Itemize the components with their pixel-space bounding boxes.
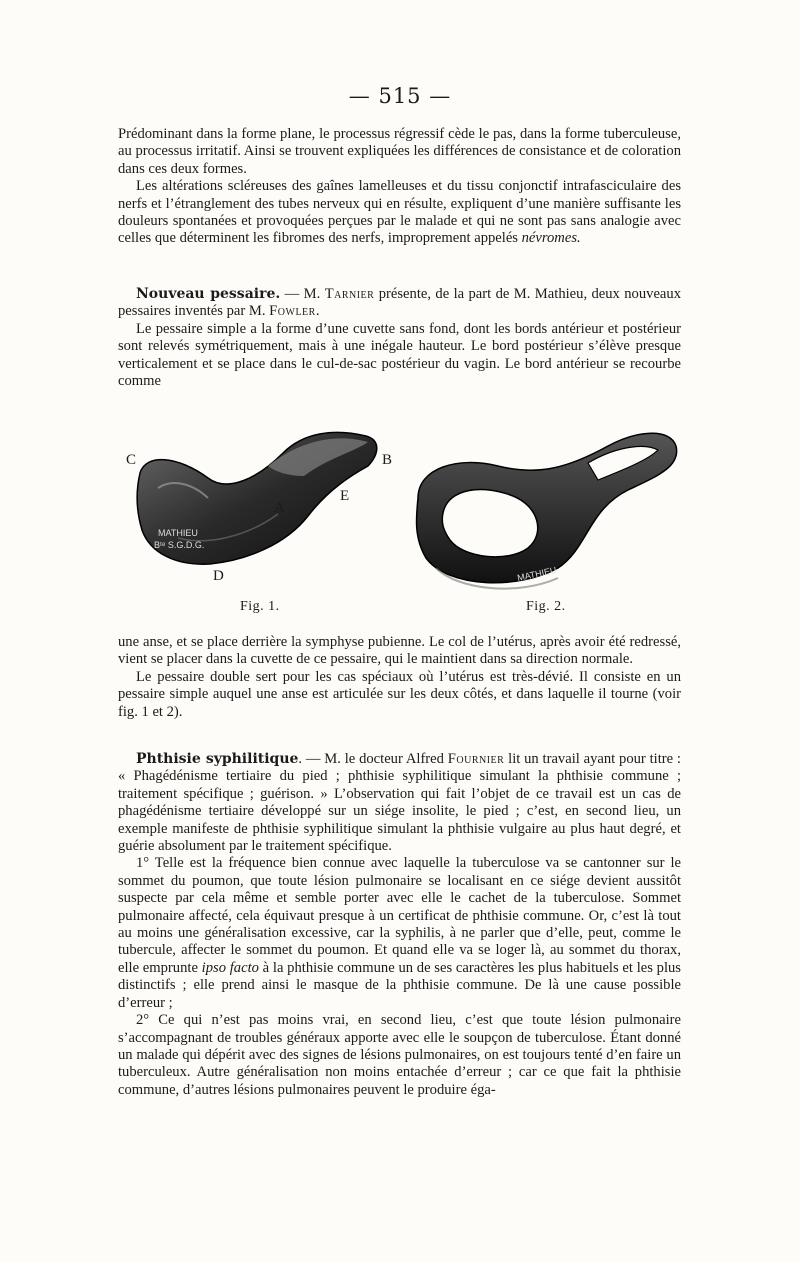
paragraph-text: Les altérations scléreuses des gaînes lamelleuses et du tissu conjonctif intrafasciculaire des nerfs et l’étranglement des tubes nerveux qui en résulte, expliquent d’une manière suffisante les douleurs spontanées et provoquées perçues par le malade et qui ne sont pas sans analogie avec celles que déterminent les fibromes des nerfs, improprement appelés — [118, 178, 681, 247]
paragraph — [118, 855, 681, 1012]
inline-text: . — [315, 303, 320, 320]
italic-term: ipso facto — [201, 959, 259, 976]
italic-term: névromes. — [521, 230, 581, 247]
figure-caption: Fig. 2. — [526, 599, 566, 614]
paragraph: Le pessaire simple a la forme d’une cuvette sans fond, dont les bords antérieur et postérieur sont relevés symétriquement, mais à une inégale hauteur. Le bord postérieur s’élève presque verticalement et se place dans le cul-de-sac postérieur du vagin. Le bord antérieur se recourbe comme — [118, 320, 681, 390]
author-name: Fournier — [447, 751, 505, 767]
page-number: — 515 — — [348, 84, 452, 108]
inline-text: présente, de la part de M. Mathieu, deux nouveaux pessaires inventés par M. — [118, 286, 681, 320]
text-block-nevromes — [118, 126, 681, 248]
paragraph: 2° Ce qui n’est pas moins vrai, en second lieu, c’est que toute lésion pulmonaire s’accompagnant de troubles généraux apporte avec elle le soupçon de tuberculose. Étant donné un malade qui dépérit avec des signes de lésions pulmonaires, on est toujours tenté d’en faire un tuberculeux. Autre généralisation non moins entachée d’erreur ; car ce que fait la phthisie commune, d’autres lésions pulmonaires peuvent le produire éga- — [118, 1012, 681, 1098]
manufacturer-stamp: MATHIEU — [158, 528, 198, 538]
section-phthisie-syphilitique — [118, 751, 681, 1099]
figure-label: C — [126, 452, 137, 468]
figure-caption: Fig. 1. — [240, 599, 280, 614]
section-heading: Phthisie syphilitique — [136, 751, 299, 767]
figure-pessaries — [118, 418, 681, 618]
pessary-double-drawing — [416, 433, 676, 588]
author-name: Tarnier — [324, 286, 375, 302]
figure-label: D — [213, 568, 224, 584]
inline-text: . — M. le docteur Alfred — [298, 751, 448, 767]
figure-label: E — [340, 488, 350, 504]
pessary-illustration — [118, 418, 681, 618]
manufacturer-stamp: MATHIEU — [516, 564, 558, 583]
figure-label: A — [274, 500, 285, 516]
paragraph: Prédominant dans la forme plane, le processus régressif cède le pas, dans la forme tuberculeuse, au processus irritatif. Ainsi se trouvent expliquées les différences de consistance et de coloration dans ces deux formes. — [118, 126, 681, 177]
inline-text: — M. — [280, 286, 325, 302]
paragraph: une anse, et se place derrière la symphyse pubienne. Le col de l’utérus, après avoir été redressé, vient se placer dans la cuvette de ce pessaire, qui le maintient dans sa direction normale. — [118, 634, 681, 668]
text-block-pessaire-suite — [118, 634, 681, 721]
patent-stamp: Bᵗᵉ S.G.D.G. — [154, 540, 205, 550]
inline-text: à la phthisie commune un de ses caractères les plus habituels et les plus distinctifs ; elle prend ainsi le masque de la phthisie commune. De là une cause possible d’erreur ; — [118, 959, 681, 1011]
author-name: Fowler — [269, 303, 316, 320]
section-heading: Nouveau pessaire. — [136, 286, 281, 302]
paragraph — [118, 286, 681, 321]
paragraph — [118, 178, 681, 248]
paragraph — [118, 751, 681, 855]
section-nouveau-pessaire — [118, 286, 681, 390]
inline-text: lit un travail ayant pour titre : « Phagédénisme tertiaire du pied ; phthisie syphilitique simulant la phthisie commune ; traitement spécifique ; guérison. » L’observation qui fait l’objet de ce travail est un cas de phagédénisme tertiaire développé sur un siége insolite, le pied ; c’est, en second lieu, un exemple manifeste de phthisie syphilitique simulant la phthisie vulgaire au plus haut degré, et guérie absolument par le traitement spécifique. — [118, 751, 681, 855]
inline-text: 1° Telle est la fréquence bien connue avec laquelle la tuberculose va se cantonner sur le sommet du poumon, que toute lésion pulmonaire se localisant en ce siége devient aussitôt suspecte par cela même et semble porter avec elle le cachet de la tuberculose. Sommet pulmonaire affecté, cela équivaut presque à un certificat de phthisie commune. Or, c’est là tout au moins une généralisation excessive, car la syphilis, à ne parler que d’elle, peut, comme le tubercule, affecter le sommet du poumon. Et quand elle va se loger là, au sommet du thorax, elle emprunte — [118, 855, 681, 976]
figure-label: B — [382, 452, 393, 468]
paragraph: Le pessaire double sert pour les cas spéciaux où l’utérus est très-dévié. Il consiste en un pessaire simple auquel une anse est articulée sur les deux côtés, et dans laquelle il tourne (voir fig. 1 et 2). — [118, 668, 681, 720]
